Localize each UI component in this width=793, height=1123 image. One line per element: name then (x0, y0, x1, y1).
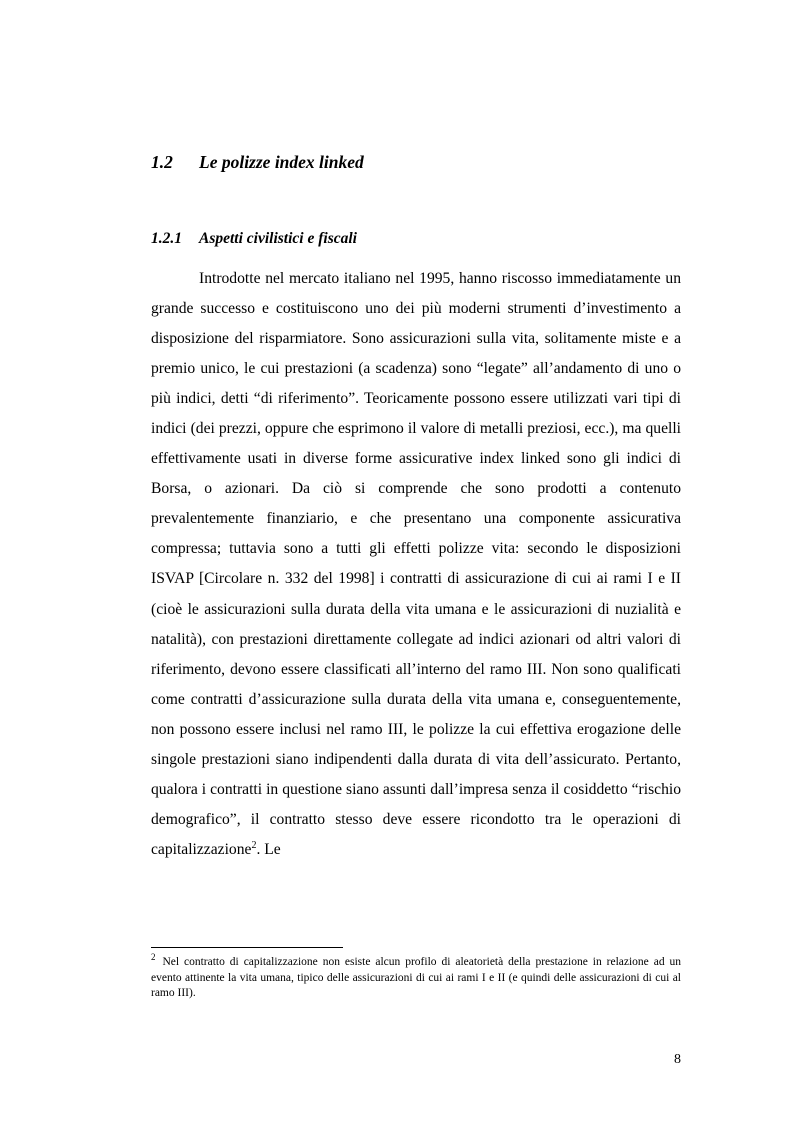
footnote-reference[interactable]: 2 (251, 839, 257, 851)
footnote-marker: 2 (151, 952, 156, 963)
footnote-separator (151, 947, 343, 948)
body-text: Introdotte nel mercato italiano nel 1995, hanno riscosso immediatamente un grande successo e costituiscono uno dei più moderni strumenti d’investimento a disposizione del risparmiatore. Sono assicurazioni sulla vita, solitamente miste e a premio unico, le cui prestazioni (a scadenza) sono “legate” all’andamento di uno o più indici, detti “di riferimento”. Teoricamente possono essere utilizzati vari tipi di indici (dei prezzi, oppure che esprimono il valore di metalli preziosi, ecc.), ma quelli effettivamente usati in diverse forme assicurative index linked sono gli indici di Borsa, o azionari. Da ciò si comprende che sono prodotti a contenuto prevalentemente finanziario, e che presentano una componente assicurativa compressa; tuttavia sono a tutti gli effetti polizze vita: secondo le disposizioni ISVAP [Circolare n. 332 del 1998] i contratti di assicurazione di cui ai rami I e II (cioè le assicurazioni sulla durata della vita umana e le assicurazioni di nuzialità e natalità), con prestazioni direttamente collegate ad indici azionari od altri valori di riferimento, devono essere classificati all’interno del ramo III. Non sono qualificati come contratti d’assicurazione sulla durata della vita umana e, conseguentemente, non possono essere inclusi nel ramo III, le polizze la cui effettiva erogazione delle singole prestazioni siano indipendenti dalla durata di vita dell’assicurato. Pertanto, qualora i contratti in questione siano assunti dall’impresa senza il cosiddetto “rischio demografico”, il contratto stesso deve essere ricondotto tra le operazioni di capitalizzazione (151, 270, 681, 858)
footnote-text: Nel contratto di capitalizzazione non esiste alcun profilo di aleatorietà della prestazione in relazione ad un evento attinente la vita umana, tipico delle assicurazioni di cui ai rami I e II (e quindi delle assicurazioni di cui al ramo III). (151, 956, 682, 999)
section-number: 1.2 (151, 152, 173, 172)
section-heading (151, 152, 364, 173)
footnote (151, 952, 682, 1002)
body-text-continued: . Le (256, 840, 281, 858)
subsection-heading (151, 230, 357, 248)
section-title: Le polizze index linked (199, 152, 364, 172)
subsection-title: Aspetti civilistici e fiscali (199, 230, 357, 247)
page-number: 8 (674, 1052, 681, 1067)
subsection-number: 1.2.1 (151, 230, 182, 247)
body-paragraph (151, 264, 681, 865)
